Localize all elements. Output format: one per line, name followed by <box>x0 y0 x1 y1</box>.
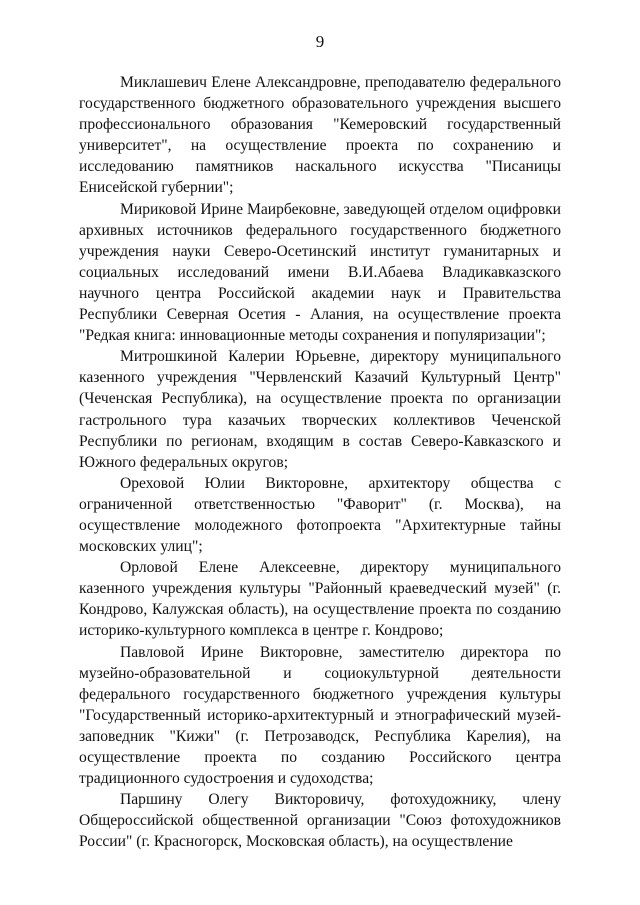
paragraph-orekhova: Ореховой Юлии Викторовне, архитектору общества с ограниченной ответственностью "Фаворит" (г. Москва), на осуществление молодежного фотопроекта "Архитектурные тайны московских улиц"; <box>79 474 561 556</box>
paragraph-parshin: Паршину Олегу Викторовичу, фотохудожнику, члену Общероссийской общественной организации "Союз фотохудожников России" (г. Красногорск, Московская область), на осуществление <box>79 791 561 851</box>
document-body <box>79 72 561 852</box>
paragraph-orlova: Орловой Елене Алексеевне, директору муниципального казенного учреждения культуры "Районный краеведческий музей" (г. Кондрово, Калужская область), на осуществление проекта по созданию историко-культурного комплекса в центре г. Кондрово; <box>79 559 561 640</box>
paragraph-pavlova: Павловой Ирине Викторовне, заместителю директора по музейно-образовательной и социокультурной деятельности федерального государственного бюджетного учреждения культуры "Государственный историко-архитектурный и этнографический музей-заповедник "Кижи" (г. Петрозаводск, Республика Карелия), на осуществление проекта по созданию Российского центра традиционного судостроения и судоходства; <box>79 643 561 788</box>
paragraph-mirikova: Мириковой Ирине Маирбековне, заведующей отделом оцифровки архивных источников федерального государственного бюджетного учреждения науки Северо-Осетинский институт гуманитарных и социальных исследований имени В.И.Абаева Владикавказского научного центра Российской академии наук и Правительства Республики Северная Осетия - Алания, на осуществление проекта "Редкая книга: инновационные методы сохранения и популяризации"; <box>79 200 561 345</box>
paragraph-mitroshkina: Митрошкиной Калерии Юрьевне, директору муниципального казенного учреждения "Червленский Казачий Культурный Центр" (Чеченская Республика), на осуществление проекта по организации гастрольного тура казачьих творческих коллективов Чеченской Республики по регионам, входящим в состав Северо-Кавказского и Южного федеральных округов; <box>79 348 561 471</box>
paragraph-miklashevich: Миклашевич Елене Александровне, преподавателю федерального государственного бюджетного образовательного учреждения высшего профессионального образования "Кемеровский государственный университет", на осуществление проекта по сохранению и исследованию памятников наскального искусства "Писаницы Енисейской губернии"; <box>79 74 561 197</box>
page-number: 9 <box>315 32 325 51</box>
